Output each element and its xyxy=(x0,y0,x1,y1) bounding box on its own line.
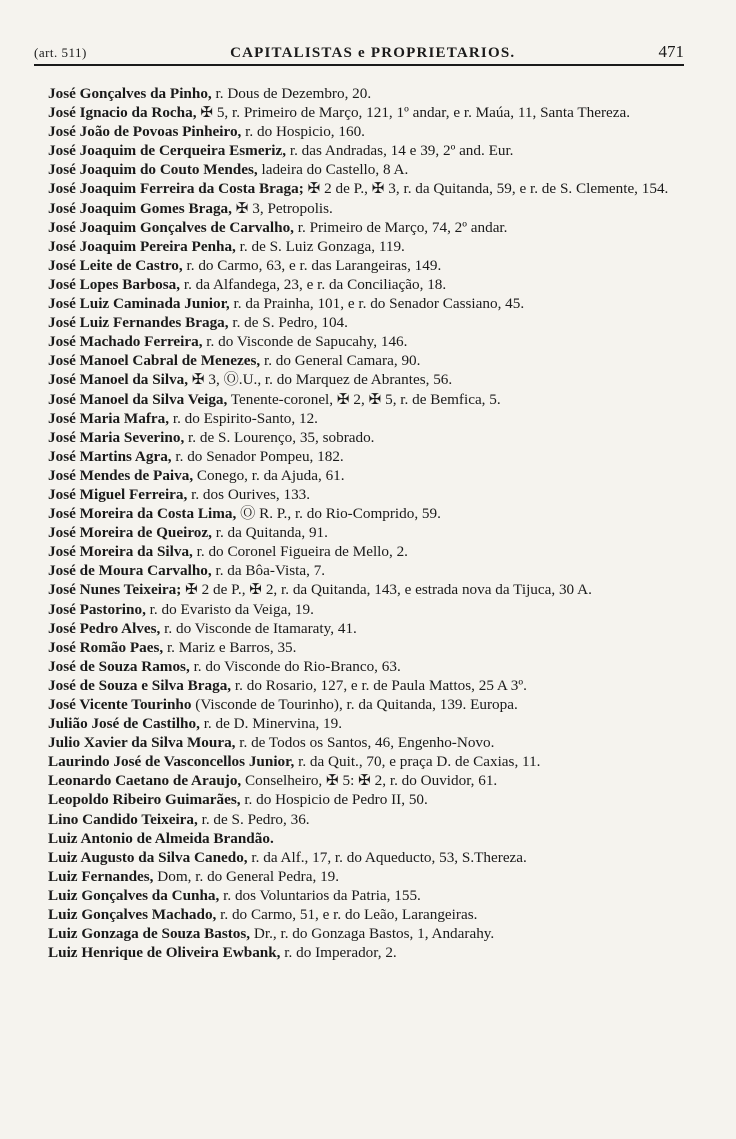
list-item xyxy=(48,523,692,542)
list-item xyxy=(48,657,692,676)
list-item xyxy=(48,829,692,848)
list-item xyxy=(48,275,692,294)
entry-name: José de Souza Ramos, xyxy=(48,657,190,675)
entry-name: José Manoel Cabral de Menezes, xyxy=(48,352,261,370)
entry-address: ✠ 2 de P., ✠ 3, r. da Quitanda, 59, e r. de S. Clemente, 154. xyxy=(303,180,669,198)
entry-name: José Moreira da Costa Lima, xyxy=(48,505,237,523)
entry-name: Julio Xavier da Silva Moura, xyxy=(48,734,236,752)
entry-name: José Luiz Caminada Junior, xyxy=(48,295,230,313)
entry-name: José de Moura Carvalho, xyxy=(48,562,212,580)
entry-name: Leonardo Caetano de Araujo, xyxy=(48,772,242,790)
list-item xyxy=(48,580,692,599)
entry-name: José de Souza e Silva Braga, xyxy=(48,676,232,694)
entry-address: Dr., r. do Gonzaga Bastos, 1, Andarahy. xyxy=(250,925,495,943)
entry-name: José Joaquim Gonçalves de Carvalho, xyxy=(48,218,294,236)
entry-name: José Joaquim Gomes Braga, xyxy=(48,199,232,217)
entry-address: r. do Hospicio, 160. xyxy=(241,123,365,141)
entry-name: José Martins Agra, xyxy=(48,447,172,465)
entry-address: ✠ 2 de P., ✠ 2, r. da Quitanda, 143, e estrada nova da Tijuca, 30 A. xyxy=(181,581,592,599)
entry-name: José Luiz Fernandes Braga, xyxy=(48,314,229,332)
entry-address: r. Primeiro de Março, 74, 2º andar. xyxy=(293,218,508,236)
entry-address: r. Dous de Dezembro, 20. xyxy=(211,85,372,102)
entry-name: José Pastorino, xyxy=(48,600,146,618)
list-item xyxy=(48,218,692,237)
entry-name: Julião José de Castilho, xyxy=(48,715,200,733)
list-item xyxy=(48,237,692,256)
entry-address: ✠ 5, r. Primeiro de Março, 121, 1º andar, e r. Maúa, 11, Santa Thereza. xyxy=(196,104,631,122)
page-number: 471 xyxy=(658,42,684,61)
entry-address: r. do Visconde de Itamaraty, 41. xyxy=(160,619,357,637)
entry-address: r. da Prainha, 101, e r. do Senador Cassiano, 45. xyxy=(229,295,525,313)
page-title: CAPITALISTAS e PROPRIETARIOS. xyxy=(230,45,516,61)
entry-name: José Leite de Castro, xyxy=(48,256,183,274)
list-item xyxy=(48,160,692,179)
entry-name: Luiz Gonçalves Machado, xyxy=(48,906,217,924)
entry-name: José Moreira de Queiroz, xyxy=(48,524,212,542)
list-item xyxy=(48,103,692,122)
entry-name: José Machado Ferreira, xyxy=(48,333,203,351)
list-item xyxy=(48,638,692,657)
entry-name: José Manoel da Silva Veiga, xyxy=(48,390,228,408)
list-item xyxy=(48,619,692,638)
entry-name: José Ignacio da Rocha, xyxy=(48,104,197,122)
entry-name: José Maria Severino, xyxy=(48,428,185,446)
entry-name: José Pedro Alves, xyxy=(48,619,161,637)
list-item xyxy=(48,676,692,695)
entry-address: r. do Hospicio de Pedro II, 50. xyxy=(240,791,428,809)
entry-address: Conego, r. da Ajuda, 61. xyxy=(193,466,345,484)
list-item xyxy=(48,790,692,809)
entry-list xyxy=(48,84,692,962)
page-header xyxy=(34,42,684,64)
article-reference: (art. 511) xyxy=(34,45,87,60)
entry-name: José Joaquim do Couto Mendes, xyxy=(48,161,258,179)
entry-name: José Moreira da Silva, xyxy=(48,543,193,561)
entry-address: r. do Coronel Figueira de Mello, 2. xyxy=(192,543,408,561)
header-rule xyxy=(34,64,684,66)
list-item xyxy=(48,84,692,103)
entry-name: José Romão Paes, xyxy=(48,638,164,656)
list-item xyxy=(48,466,692,485)
list-item xyxy=(48,905,692,924)
entry-name: Luiz Fernandes, xyxy=(48,867,154,885)
entry-name: Luiz Henrique de Oliveira Ewbank, xyxy=(48,944,281,962)
entry-name: José João de Povoas Pinheiro, xyxy=(48,123,242,141)
entry-address: r. da Alf., 17, r. do Aqueducto, 53, S.Thereza. xyxy=(247,848,527,866)
entry-address: r. das Andradas, 14 e 39, 2º and. Eur. xyxy=(286,142,514,160)
list-item xyxy=(48,390,692,409)
entry-address: r. de Todos os Santos, 46, Engenho-Novo. xyxy=(235,734,495,752)
list-item xyxy=(48,313,692,332)
list-item xyxy=(48,294,692,313)
entry-address: ✠ 3, Petropolis. xyxy=(231,199,333,217)
entry-address: r. da Bôa-Vista, 7. xyxy=(211,562,326,580)
entry-address: r. do Imperador, 2. xyxy=(280,944,397,962)
entry-name: José Joaquim Ferreira da Costa Braga; xyxy=(48,180,304,198)
entry-address: r. de S. Pedro, 104. xyxy=(228,314,348,332)
list-item xyxy=(48,179,692,198)
entry-address: r. do Espirito-Santo, 12. xyxy=(169,409,318,427)
list-item xyxy=(48,714,692,733)
entry-address: r. da Quitanda, 91. xyxy=(211,524,328,542)
list-item xyxy=(48,351,692,370)
entry-address: r. de S. Lourenço, 35, sobrado. xyxy=(184,428,375,446)
list-item xyxy=(48,886,692,905)
entry-name: José Mendes de Paiva, xyxy=(48,466,194,484)
list-item xyxy=(48,141,692,160)
entry-address: r. da Quit., 70, e praça D. de Caxias, 11. xyxy=(294,753,541,771)
list-item xyxy=(48,600,692,619)
entry-address: r. do Visconde do Rio-Branco, 63. xyxy=(189,657,401,675)
entry-address: r. do Carmo, 63, e r. das Larangeiras, 149. xyxy=(182,256,442,274)
entry-name: Luiz Augusto da Silva Canedo, xyxy=(48,848,248,866)
entry-address: Ⓞ R. P., r. do Rio-Comprido, 59. xyxy=(236,505,441,523)
list-item xyxy=(48,695,692,714)
list-item xyxy=(48,504,692,523)
entry-name: Luiz Antonio de Almeida Brandão. xyxy=(48,829,274,847)
list-item xyxy=(48,771,692,790)
entry-name: Luiz Gonzaga de Souza Bastos, xyxy=(48,925,251,943)
list-item xyxy=(48,409,692,428)
entry-address: Conselheiro, ✠ 5: ✠ 2, r. do Ouvidor, 61. xyxy=(241,772,498,790)
entry-address: r. de S. Luiz Gonzaga, 119. xyxy=(235,237,405,255)
entry-name: José Vicente Tourinho xyxy=(48,696,192,713)
entry-name: José Manoel da Silva, xyxy=(48,371,189,389)
entry-name: José Maria Mafra, xyxy=(48,409,170,427)
entry-address: r. do Carmo, 51, e r. do Leão, Larangeiras. xyxy=(216,906,478,924)
entry-address: r. do Visconde de Sapucahy, 146. xyxy=(202,333,408,351)
list-item xyxy=(48,256,692,275)
entry-address: r. do Senador Pompeu, 182. xyxy=(171,447,344,465)
entry-name: José Miguel Ferreira, xyxy=(48,485,188,503)
list-item xyxy=(48,924,692,943)
entry-address: r. do Evaristo da Veiga, 19. xyxy=(145,600,314,618)
entry-name: José Nunes Teixeira; xyxy=(48,581,182,599)
list-item xyxy=(48,122,692,141)
entry-address: Dom, r. do General Pedra, 19. xyxy=(153,867,340,885)
entry-address: Tenente-coronel, ✠ 2, ✠ 5, r. de Bemfica, 5. xyxy=(227,390,501,408)
entry-address: r. dos Ourives, 133. xyxy=(187,485,311,503)
entry-name: Luiz Gonçalves da Cunha, xyxy=(48,886,220,904)
list-item xyxy=(48,561,692,580)
entry-name: José Joaquim de Cerqueira Esmeriz, xyxy=(48,142,287,160)
list-item xyxy=(48,867,692,886)
list-item xyxy=(48,332,692,351)
entry-address: r. dos Voluntarios da Patria, 155. xyxy=(219,886,421,904)
entry-name: José Gonçalves da Pinho, xyxy=(48,85,212,102)
list-item xyxy=(48,752,692,771)
list-item xyxy=(48,943,692,962)
entry-address: r. da Alfandega, 23, e r. da Conciliação, 18. xyxy=(180,275,447,293)
entry-address: r. do General Camara, 90. xyxy=(260,352,421,370)
list-item xyxy=(48,848,692,867)
list-item xyxy=(48,199,692,218)
entry-address: r. do Rosario, 127, e r. de Paula Mattos, 25 A 3º. xyxy=(231,676,527,694)
entry-address: (Visconde de Tourinho), r. da Quitanda, 139. Europa. xyxy=(191,696,518,713)
list-item xyxy=(48,370,692,389)
list-item xyxy=(48,733,692,752)
entry-address: r. Mariz e Barros, 35. xyxy=(163,638,297,656)
entry-address: r. de D. Minervina, 19. xyxy=(199,715,343,733)
list-item xyxy=(48,447,692,466)
entry-name: José Joaquim Pereira Penha, xyxy=(48,237,236,255)
entry-name: Leopoldo Ribeiro Guimarães, xyxy=(48,791,241,809)
list-item xyxy=(48,810,692,829)
list-item xyxy=(48,428,692,447)
entry-address: ✠ 3, Ⓞ.U., r. do Marquez de Abrantes, 56. xyxy=(188,371,453,389)
list-item xyxy=(48,542,692,561)
entry-name: Lino Candido Teixeira, xyxy=(48,810,198,828)
entry-address: ladeira do Castello, 8 A. xyxy=(257,161,409,179)
list-item xyxy=(48,485,692,504)
entry-address: r. de S. Pedro, 36. xyxy=(197,810,310,828)
entry-name: Laurindo José de Vasconcellos Junior, xyxy=(48,753,295,771)
entry-name: José Lopes Barbosa, xyxy=(48,275,181,293)
